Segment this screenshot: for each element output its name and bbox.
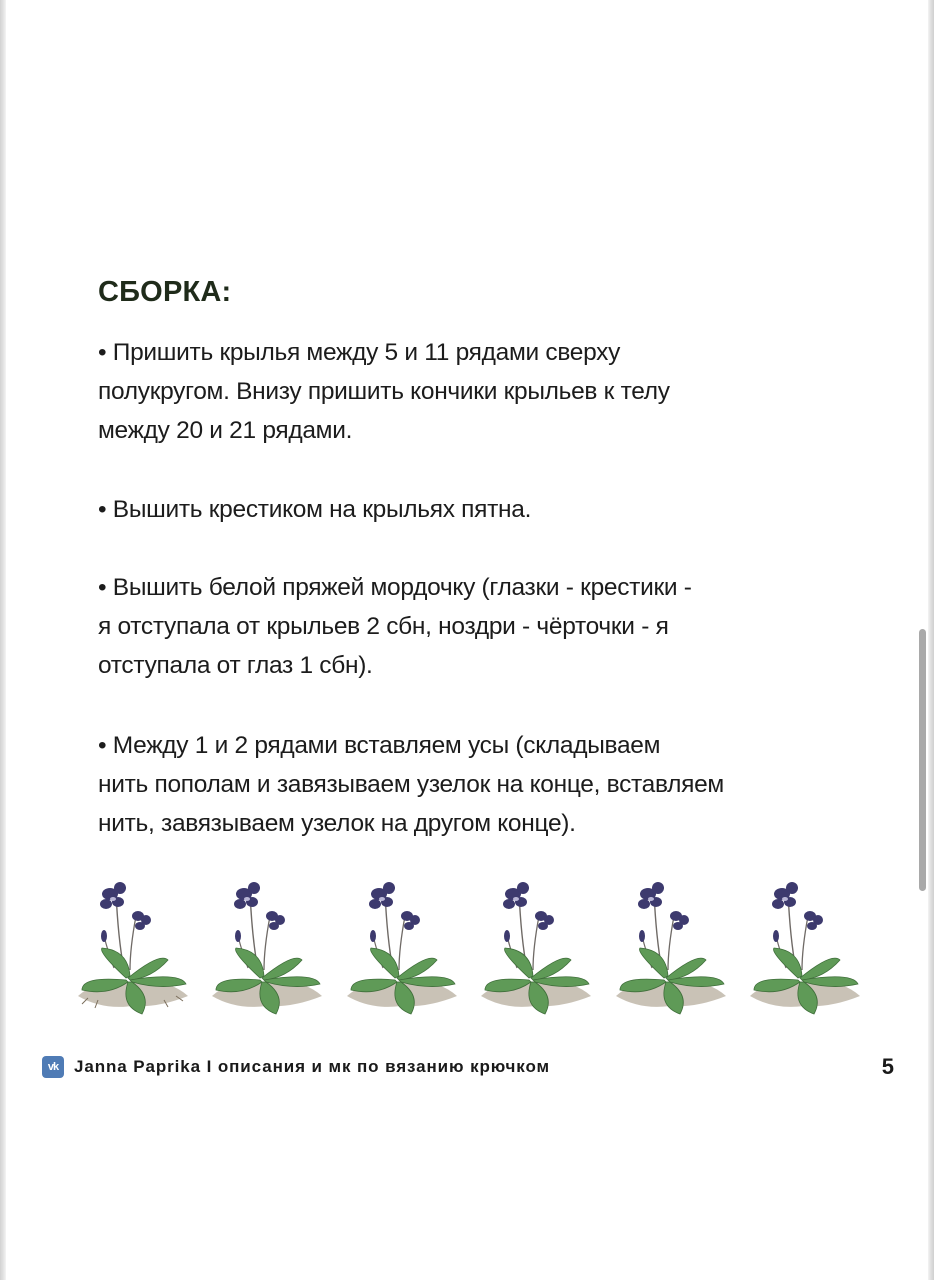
paragraph-line: полукругом. Внизу пришить кончики крыльев к телу	[98, 378, 670, 405]
page-number: 5	[881, 1054, 894, 1079]
vk-icon[interactable]: vk	[42, 1056, 64, 1078]
instruction-paragraph	[98, 490, 858, 529]
violet-flower-icon	[337, 878, 465, 1018]
section-heading: СБОРКА:	[98, 276, 232, 308]
paragraph-line: • Пришить крылья между 5 и 11 рядами сверху	[98, 339, 621, 366]
footer-credit: Janna Paprika I описания и мк по вязанию крючком	[74, 1057, 551, 1076]
violet-flower-icon	[68, 878, 196, 1018]
violet-flower-icon	[471, 878, 599, 1018]
flower-decoration-row	[68, 878, 868, 1018]
paragraph-line: нить пополам и завязываем узелок на конце, вставляем	[98, 771, 724, 798]
paragraph-line: я отступала от крыльев 2 сбн, ноздри - чёрточки - я	[98, 613, 669, 640]
instruction-paragraph	[98, 568, 858, 685]
instruction-paragraph	[98, 726, 858, 843]
paragraph-line: отступала от глаз 1 сбн).	[98, 652, 373, 679]
instruction-paragraph	[98, 333, 858, 450]
violet-flower-icon	[202, 878, 330, 1018]
paragraph-line: • Между 1 и 2 рядами вставляем усы (складываем	[98, 732, 661, 759]
paragraph-line: • Вышить крестиком на крыльях пятна.	[98, 496, 532, 523]
violet-flower-icon	[740, 878, 868, 1018]
paragraph-line: • Вышить белой пряжей мордочку (глазки - крестики -	[98, 574, 692, 601]
violet-flower-icon	[606, 878, 734, 1018]
paragraph-line: нить, завязываем узелок на другом конце).	[98, 810, 576, 837]
page-footer	[42, 1053, 894, 1081]
paragraph-line: между 20 и 21 рядами.	[98, 417, 353, 444]
